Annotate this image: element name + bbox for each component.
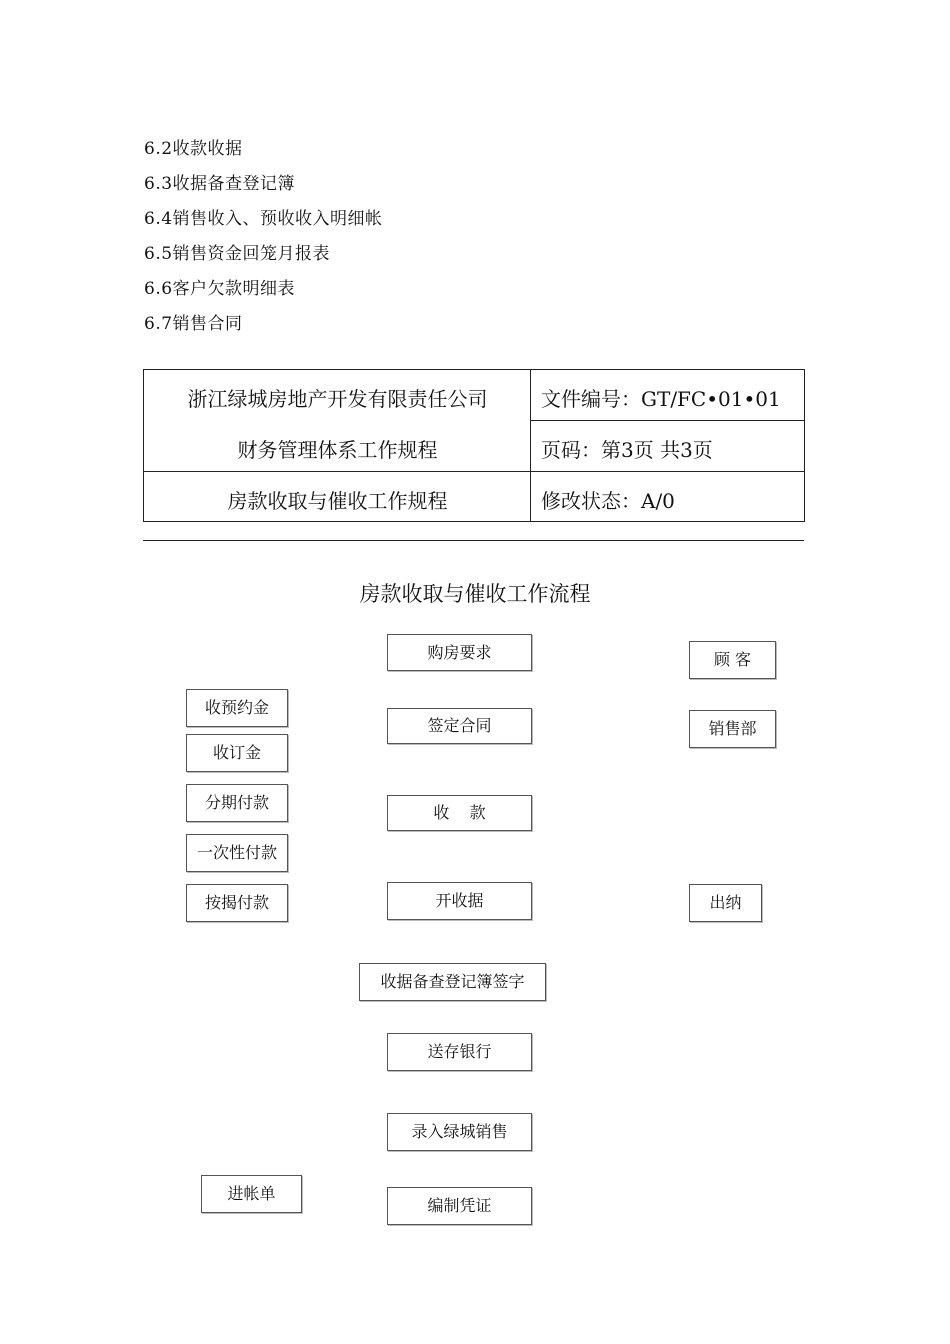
payment-type-label: 一次性付款 bbox=[196, 843, 277, 862]
flow-step-prepare-voucher bbox=[387, 1187, 532, 1225]
flow-step-deposit-bank bbox=[387, 1033, 532, 1071]
flow-step-enter-sales-system bbox=[387, 1113, 532, 1151]
role-label: 顾 客 bbox=[713, 650, 752, 669]
flow-step-receipt-register-sign bbox=[359, 963, 546, 1001]
role-label: 销售部 bbox=[708, 719, 757, 738]
flow-title: 房款收取与催收工作流程 bbox=[359, 582, 591, 606]
flow-step-label: 编制凭证 bbox=[427, 1196, 492, 1215]
procedure-name: 房款收取与催收工作规程 bbox=[227, 489, 448, 513]
flow-step-label: 签定合同 bbox=[427, 716, 492, 735]
list-item: 6.6客户欠款明细表 bbox=[144, 279, 296, 299]
page-number: 页码：第3页 共3页 bbox=[541, 438, 713, 462]
role-label: 出纳 bbox=[709, 893, 742, 912]
payment-type-label: 分期付款 bbox=[204, 793, 269, 812]
system-name: 财务管理体系工作规程 bbox=[237, 438, 438, 462]
document-header-table bbox=[143, 369, 805, 522]
flow-step-label: 录入绿城销售 bbox=[411, 1122, 508, 1141]
deposit-slip-label: 进帐单 bbox=[227, 1184, 276, 1203]
payment-type-label: 收预约金 bbox=[204, 698, 269, 717]
divider bbox=[143, 540, 804, 541]
flow-step-label: 开收据 bbox=[435, 891, 484, 910]
payment-type-installment bbox=[186, 784, 288, 822]
payment-type-reservation-deposit bbox=[186, 689, 288, 727]
header-procedure-cell bbox=[144, 472, 531, 522]
role-customer bbox=[689, 641, 776, 679]
flow-step-issue-receipt bbox=[387, 882, 532, 920]
company-name: 浙江绿城房地产开发有限责任公司 bbox=[187, 387, 488, 411]
flow-step-label: 收据备查登记簿签字 bbox=[380, 972, 525, 991]
role-sales-dept bbox=[689, 710, 776, 748]
payment-type-label: 收订金 bbox=[212, 743, 261, 762]
list-item: 6.7销售合同 bbox=[144, 314, 243, 334]
flow-step-label: 购房要求 bbox=[427, 643, 492, 662]
flow-step-label: 送存银行 bbox=[427, 1042, 492, 1061]
payment-type-down-payment bbox=[186, 734, 288, 772]
page-number-cell bbox=[531, 421, 804, 472]
list-item: 6.3收据备查登记簿 bbox=[144, 174, 296, 194]
doc-number-cell bbox=[531, 370, 804, 421]
flow-step-label: 收 款 bbox=[433, 803, 486, 822]
header-company-cell bbox=[144, 370, 531, 472]
doc-number: 文件编号：GT/FC•01•01 bbox=[541, 387, 781, 411]
flow-step-sign-contract bbox=[387, 708, 532, 744]
payment-type-lump-sum bbox=[186, 834, 288, 872]
flow-step-purchase-request bbox=[387, 634, 532, 671]
payment-type-label: 按揭付款 bbox=[204, 893, 269, 912]
payment-type-mortgage bbox=[186, 884, 288, 922]
revision-cell bbox=[531, 472, 804, 522]
revision-status: 修改状态：A/0 bbox=[541, 489, 675, 513]
list-item: 6.4销售收入、预收收入明细帐 bbox=[144, 209, 383, 229]
list-item: 6.2收款收据 bbox=[144, 139, 243, 159]
flow-step-collect-payment bbox=[387, 795, 532, 831]
attachment-list bbox=[144, 136, 383, 346]
deposit-slip bbox=[201, 1175, 302, 1213]
role-cashier bbox=[689, 884, 762, 922]
list-item: 6.5销售资金回笼月报表 bbox=[144, 244, 331, 264]
